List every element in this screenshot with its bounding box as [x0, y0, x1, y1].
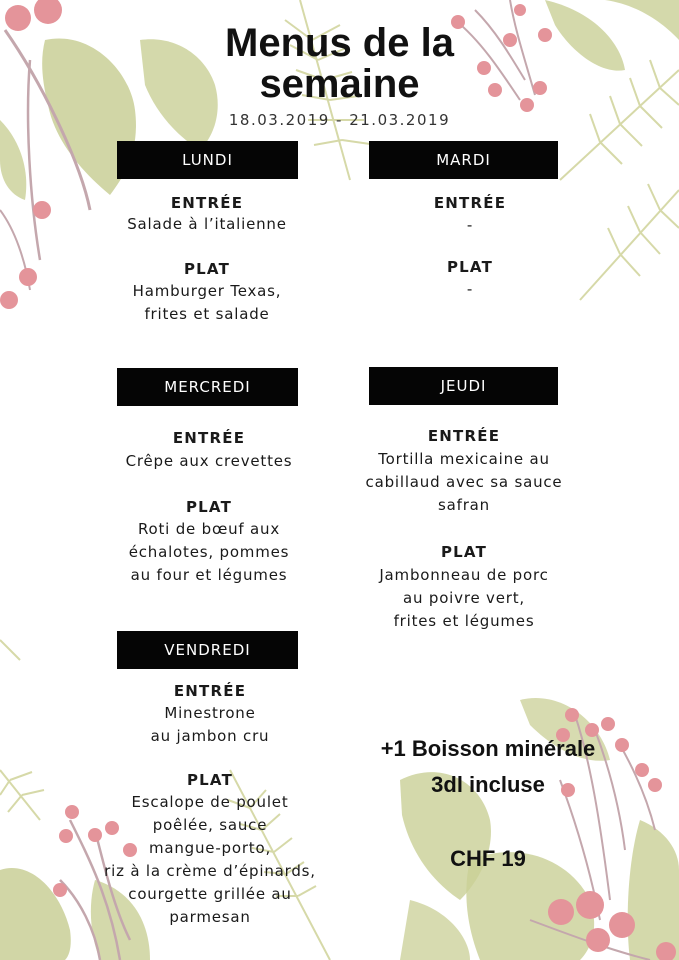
vendredi-plat-label: PLAT	[186, 771, 234, 789]
mardi-entree-text: -	[466, 216, 474, 234]
mardi-plat-text: -	[466, 280, 474, 298]
day-banner-mercredi: MERCREDI	[117, 368, 298, 406]
lundi-entree-text: Salade à l’italienne	[127, 215, 287, 233]
mercredi-plat-text: Roti de bœuf aux échalotes, pommes au four et légumes	[128, 520, 290, 584]
vendredi-plat-text: Escalope de poulet poêlée, sauce mangue-porto, riz à la crème d’épinards, courgette grillée au parmesan	[104, 793, 316, 926]
mercredi-entree-text: Crêpe aux crevettes	[125, 452, 293, 470]
mardi-entree-label: ENTRÉE	[433, 194, 507, 212]
day-banner-jeudi: JEUDI	[369, 367, 558, 405]
page-title-line-2: semaine	[259, 62, 420, 106]
day-banner-mardi: MARDI	[369, 141, 558, 179]
mercredi-plat-label: PLAT	[185, 498, 233, 516]
date-range: 18.03.2019 - 21.03.2019	[228, 111, 451, 129]
jeudi-entree-text: Tortilla mexicaine au cabillaud avec sa sauce safran	[365, 450, 563, 514]
jeudi-entree-label: ENTRÉE	[427, 427, 501, 445]
vendredi-entree-text: Minestrone au jambon cru	[150, 704, 270, 745]
lundi-entree-label: ENTRÉE	[170, 194, 244, 212]
lundi-plat-label: PLAT	[183, 260, 231, 278]
price-label: CHF 19	[450, 846, 526, 871]
mardi-plat-label: PLAT	[446, 258, 494, 276]
vendredi-entree-label: ENTRÉE	[173, 682, 247, 700]
jeudi-plat-text: Jambonneau de porc au poivre vert, frites et légumes	[379, 566, 549, 630]
lundi-plat-text: Hamburger Texas, frites et salade	[132, 282, 282, 323]
mercredi-entree-label: ENTRÉE	[172, 429, 246, 447]
drink-included-note: +1 Boisson minérale 3dl incluse	[380, 736, 596, 797]
day-banner-vendredi: VENDREDI	[117, 631, 298, 669]
day-banner-lundi: LUNDI	[117, 141, 298, 179]
page-title-line-1: Menus de la	[225, 21, 454, 65]
jeudi-plat-label: PLAT	[440, 543, 488, 561]
